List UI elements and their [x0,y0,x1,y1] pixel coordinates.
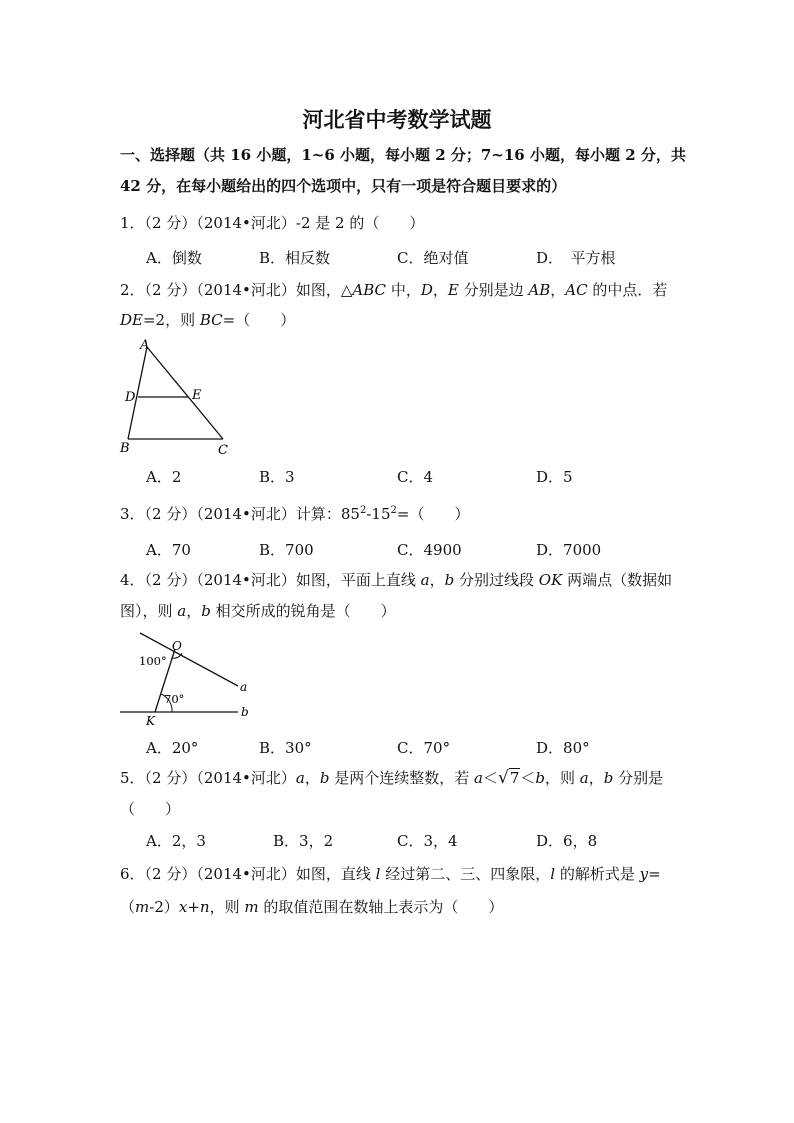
question-4-line1: 4．（2 分）（2014•河北）如图，平面上直线 a，b 分别过线段 OK 两端点（数据如 [120,571,673,589]
label-B: B [120,441,130,456]
q2-option-d: D．5 [536,468,573,486]
label-K: K [146,714,155,728]
q2-option-a: A．2 [146,468,182,486]
section-heading-line1: 一、选择题（共 16 小题，1~6 小题，每小题 2 分；7~16 小题，每小题 2 分，共 [120,146,686,164]
question-3-text: 3．（2 分）（2014•河北）计算：$85^2-15^2=$（ ） [120,505,470,523]
question-4-line2: 图），则 a，b 相交所成的锐角是（ ） [120,602,396,620]
label-D: D [125,390,136,405]
q1-option-b: B．相反数 [259,249,331,267]
q3-option-a: A．70 [146,541,191,559]
q3-option-d: D．7000 [536,541,602,559]
question-2-line1: 2．（2 分）（2014•河北）如图，△ABC 中，D，E 分别是边 AB，AC 的中点．若 [120,281,668,299]
q1-option-a: A．倒数 [146,249,202,267]
section-heading-line2: 42 分，在每小题给出的四个选项中，只有一项是符合题目要求的） [120,177,567,195]
label-line-a: a [240,680,248,694]
intersecting-lines-figure [110,628,270,733]
q1-option-c: C．绝对值 [397,249,469,267]
q2-option-b: B．3 [259,468,295,486]
label-A: A [140,338,150,353]
q4-option-c: C．70° [397,739,451,757]
label-line-b: b [241,705,249,719]
label-C: C [218,443,228,458]
question-5-line1: 5．（2 分）（2014•河北）a，b 是两个连续整数，若 a＜√7＜b，则 a，b 分别是 [120,768,664,788]
question-1-text: 1．（2 分）（2014•河北）-2 是 2 的（ ） [120,214,425,232]
q5-option-a: A．2，3 [146,832,206,850]
q4-option-d: D．80° [536,739,590,757]
angle-70: 70° [164,692,185,706]
question-5-line2: （ ） [120,800,181,818]
q1-option-d: D． 平方根 [536,249,616,267]
q5-option-d: D．6，8 [536,832,598,850]
q3-option-b: B．700 [259,541,314,559]
question-6-line2: （m-2）x+n，则 m 的取值范围在数轴上表示为（ ） [120,898,504,916]
q4-option-a: A．20° [146,739,199,757]
q3-option-c: C．4900 [397,541,462,559]
label-E: E [192,388,202,403]
q4-option-b: B．30° [259,739,312,757]
triangle-figure [110,335,250,460]
question-6-line1: 6．（2 分）（2014•河北）如图，直线 l 经过第二、三、四象限，l 的解析式是 y= [120,865,661,883]
q5-option-c: C．3，4 [397,832,458,850]
q2-option-c: C．4 [397,468,434,486]
label-O: O [172,639,182,653]
sqrt-7: √7 [497,768,520,788]
q5-option-b: B．3，2 [273,832,334,850]
angle-100: 100° [139,654,167,668]
page-title: 河北省中考数学试题 [302,107,492,132]
question-2-line2: DE=2，则 BC=（ ） [120,311,296,329]
